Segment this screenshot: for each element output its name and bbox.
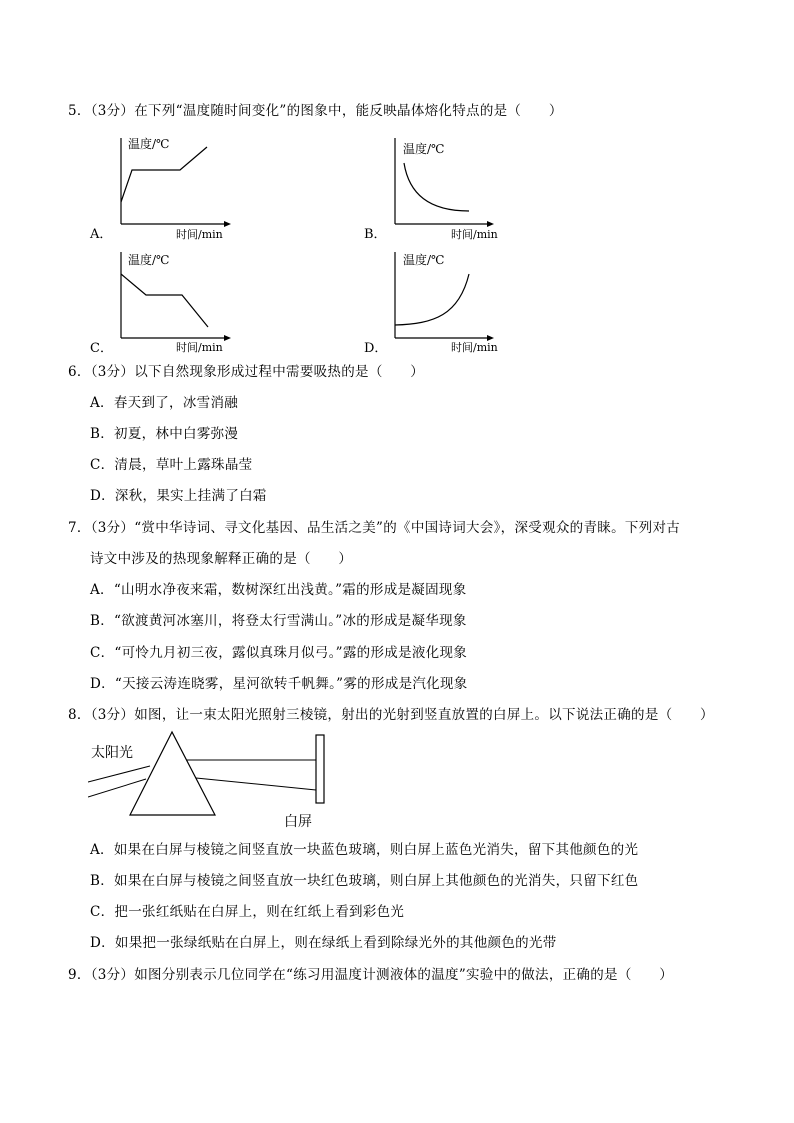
y-label: 温度/℃ [128,253,170,267]
option-letter: A． [90,227,113,242]
curve [404,163,469,211]
incoming-ray-top [88,766,150,782]
option-letter: C． [90,341,113,356]
q8-option-b: B．如果在白屏与棱镜之间竖直放一块红色玻璃，则白屏上其他颜色的光消失，只留下红色 [90,873,639,889]
x-label: 时间/min [451,341,498,354]
q7-option-d: D．“天接云涛连晓雾，星河欲转千帆舞。”雾的形成是汽化现象 [90,676,468,692]
y-label: 温度/℃ [403,142,445,156]
q7-option-b: B．“欲渡黄河冰塞川，将登太行雪满山。”冰的形成是凝华现象 [90,613,467,629]
curve [395,274,469,325]
q5-graph-d [364,248,544,358]
q7-stem-line1: 7．（3分）“赏中华诗词、寻文化基因、品生活之美”的《中国诗词大会》，深受观众的青睐。下列对古 [68,520,681,536]
curve [121,274,208,327]
q5-stem: 5．（3分）在下列“温度随时间变化”的图象中，能反映晶体熔化特点的是（ ） [68,103,563,119]
screen-label: 白屏 [284,814,312,830]
x-arrow [487,221,494,227]
q8-option-a: A．如果在白屏与棱镜之间竖直放一块蓝色玻璃，则白屏上蓝色光消失，留下其他颜色的光 [90,842,639,858]
q7-option-a: A．“山明水净夜来霜，数树深红出浅黄。”霜的形成是凝固现象 [90,582,467,598]
q6-option-c: C．清晨，草叶上露珠晶莹 [90,457,253,473]
option-letter: B． [364,227,387,242]
q7-stem-line2: 诗文中涉及的热现象解释正确的是（ ） [90,551,353,567]
prism [130,732,215,815]
q7-option-c: C．“可怜九月初三夜，露似真珠月似弓。”露的形成是液化现象 [90,645,468,661]
q6-option-a: A．春天到了，冰雪消融 [90,395,239,411]
q5-graph-c [88,248,268,358]
x-arrow [224,335,231,341]
q8-option-d: D．如果把一张绿纸贴在白屏上，则在绿纸上看到除绿光外的其他颜色的光带 [90,935,557,951]
q6-option-b: B．初夏，林中白雾弥漫 [90,426,239,442]
x-label: 时间/min [176,341,223,354]
x-label: 时间/min [451,228,498,241]
q8-option-c: C．把一张红纸贴在白屏上，则在红纸上看到彩色光 [90,904,405,920]
q6-option-d: D．深秋，果实上挂满了白霜 [90,488,267,504]
q5-graph-b [364,134,544,244]
curve [121,147,207,202]
x-arrow [224,221,231,227]
sunlight-label: 太阳光 [91,745,133,761]
y-label: 温度/℃ [403,253,445,267]
white-screen [316,735,324,803]
outgoing-ray-bottom [196,778,316,790]
q9-stem: 9．（3分）如图分别表示几位同学在“练习用温度计测液体的温度”实验中的做法，正确的是（ ） [68,967,674,983]
q8-stem: 8．（3分）如图，让一束太阳光照射三棱镜，射出的光射到竖直放置的白屏上。以下说法正确的是（ ） [68,707,714,723]
x-label: 时间/min [176,228,223,241]
y-label: 温度/℃ [128,137,170,151]
option-letter: D． [364,341,388,356]
q6-stem: 6．（3分）以下自然现象形成过程中需要吸热的是（ ） [68,364,425,380]
q5-graph-a [88,134,268,244]
q8-prism-figure [88,730,348,835]
incoming-ray-bottom [88,779,146,797]
